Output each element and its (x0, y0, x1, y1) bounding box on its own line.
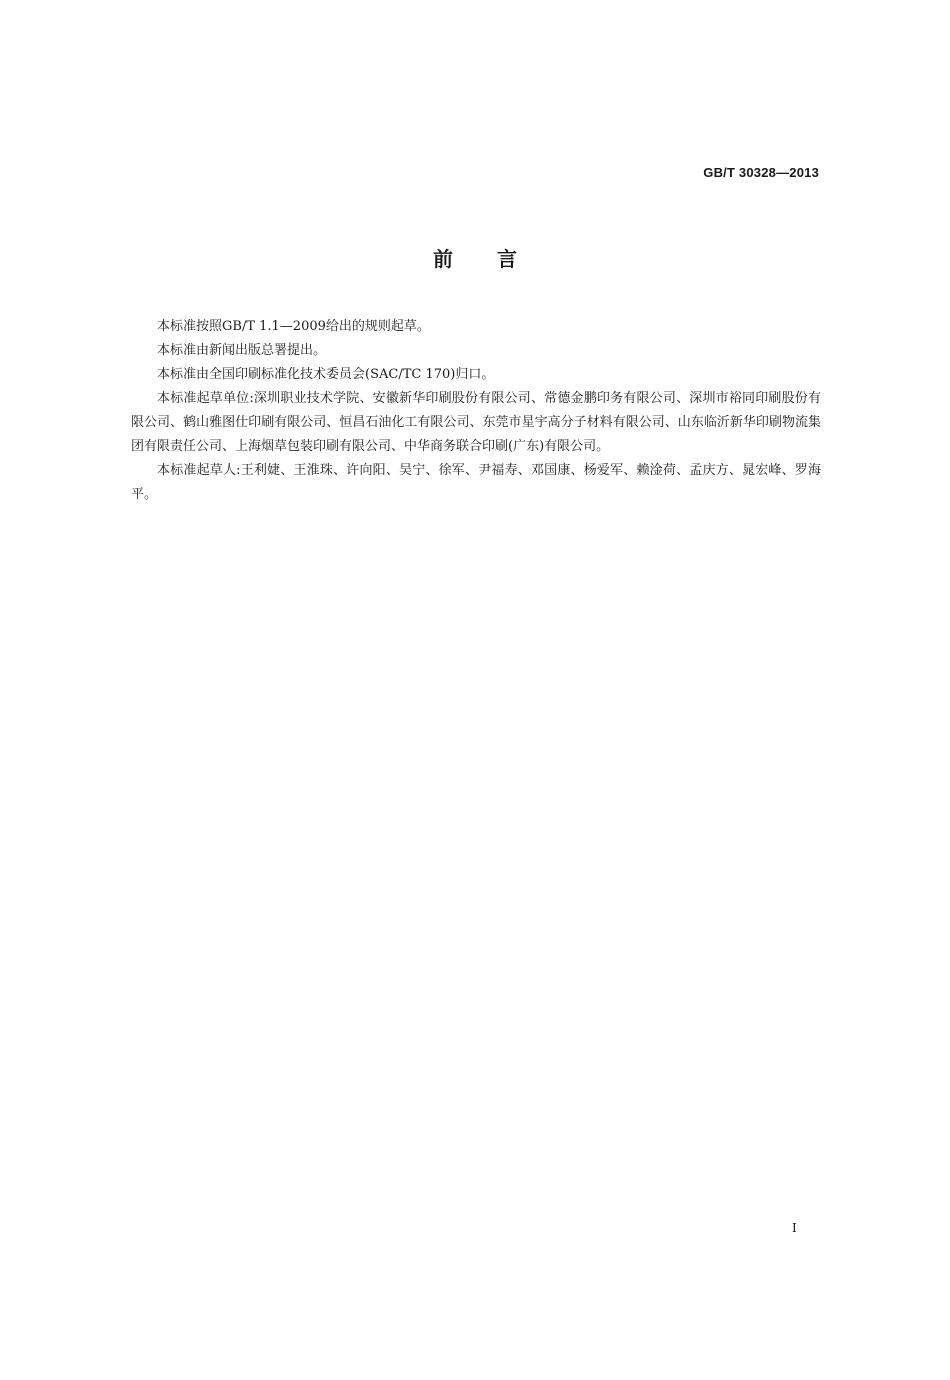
paragraph-proposer: 本标准由新闻出版总署提出。 (157, 343, 327, 358)
page-number: I (792, 1221, 797, 1235)
paragraph-drafting-organizations: 本标准起草单位:深圳职业技术学院、安徽新华印刷股份有限公司、常德金鹏印务有限公司、深圳市裕同印刷股份有限公司、鹤山雅图仕印刷有限公司、恒昌石油化工有限公司、东莞市星宇高分子材料有限公司、山东临沂新华印刷物流集团有限责任公司、上海烟草包装印刷有限公司、中华商务联合印刷(广东)有限公司。 (131, 391, 821, 454)
paragraph-drafters: 本标准起草人:王利婕、王淮珠、许向阳、吴宁、徐军、尹福寿、邓国康、杨爱军、赖淦荷、孟庆方、晁宏峰、罗海平。 (131, 463, 821, 502)
standard-code: GB/T 30328—2013 (703, 165, 819, 180)
paragraph-drafting-rules: 本标准按照GB/T 1.1—2009给出的规则起草。 (157, 319, 430, 334)
paragraph-technical-committee: 本标准由全国印刷标准化技术委员会(SAC/TC 170)归口。 (157, 367, 495, 382)
page-title: 前言 (433, 247, 561, 271)
foreword-body (131, 315, 821, 507)
